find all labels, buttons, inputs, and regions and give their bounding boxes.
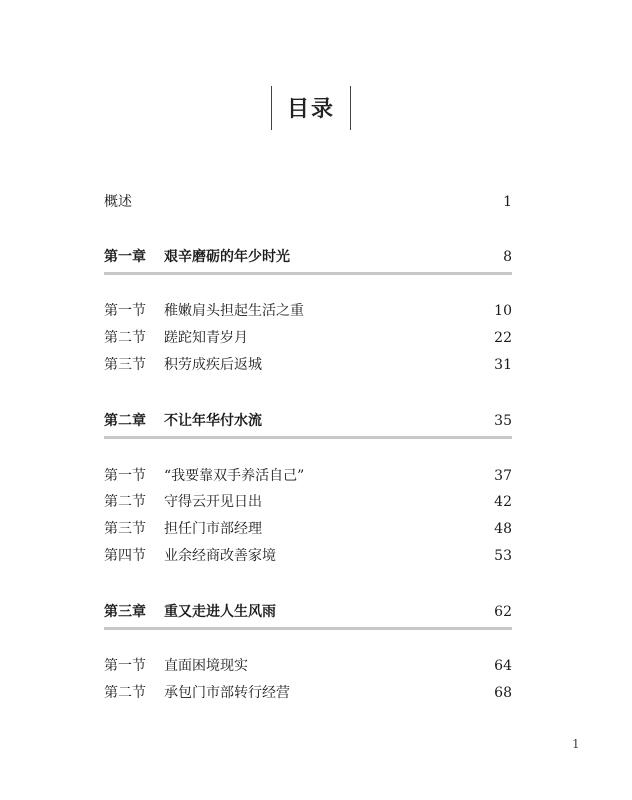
page-number: 1 [572, 737, 580, 751]
section-label: 第四节 [104, 548, 146, 564]
section-name: 守得云开见日出 [164, 494, 262, 510]
section-label: 第三节 [104, 357, 146, 373]
chapter-page: 35 [494, 413, 512, 429]
toc-section[interactable] [104, 682, 512, 704]
chapter-divider [104, 627, 512, 630]
chapter-label: 第三章 [104, 604, 146, 620]
section-label: 第一节 [104, 303, 146, 319]
chapter-name: 艰辛磨砺的年少时光 [164, 249, 290, 265]
section-name: 蹉跎知青岁月 [164, 330, 248, 346]
toc-title-block [271, 86, 351, 130]
chapter-page: 8 [503, 249, 512, 265]
section-label: 第一节 [104, 468, 146, 484]
section-page: 42 [494, 494, 512, 510]
toc-section[interactable] [104, 655, 512, 677]
section-page: 68 [494, 685, 512, 701]
section-label: 第二节 [104, 685, 146, 701]
section-page: 31 [494, 357, 512, 373]
section-page: 37 [494, 468, 512, 484]
section-page: 10 [494, 303, 512, 319]
section-name: “我要靠双手养活自己” [164, 468, 305, 484]
chapter-page: 62 [494, 604, 512, 620]
chapter-divider [104, 272, 512, 275]
toc-section[interactable] [104, 545, 512, 567]
chapter-label: 第一章 [104, 249, 146, 265]
toc-section[interactable] [104, 327, 512, 349]
toc-chapter-3[interactable] [104, 601, 512, 623]
toc-entry-overview[interactable] [104, 191, 512, 213]
section-label: 第二节 [104, 494, 146, 510]
toc-section[interactable] [104, 518, 512, 540]
section-name: 稚嫩肩头担起生活之重 [164, 303, 304, 319]
section-page: 22 [494, 330, 512, 346]
toc-section[interactable] [104, 465, 512, 487]
section-name: 业余经商改善家境 [164, 548, 276, 564]
chapter-label: 第二章 [104, 413, 146, 429]
page-title: 目录 [286, 97, 335, 122]
chapter-name: 不让年华付水流 [164, 413, 262, 429]
toc-section[interactable] [104, 491, 512, 513]
section-label: 第一节 [104, 658, 146, 674]
section-name: 直面困境现实 [164, 658, 248, 674]
section-page: 64 [494, 658, 512, 674]
section-name: 承包门市部转行经营 [164, 685, 290, 701]
title-right-bar [350, 86, 351, 130]
section-name: 担任门市部经理 [164, 521, 262, 537]
toc-chapter-1[interactable] [104, 246, 512, 268]
section-page: 48 [494, 521, 512, 537]
toc-section[interactable] [104, 354, 512, 376]
section-label: 第二节 [104, 330, 146, 346]
toc-chapter-2[interactable] [104, 410, 512, 432]
section-page: 53 [494, 548, 512, 564]
chapter-divider [104, 436, 512, 439]
section-name: 积劳成疾后返城 [164, 357, 262, 373]
toc-section[interactable] [104, 300, 512, 322]
chapter-name: 重又走进人生风雨 [164, 604, 276, 620]
section-label: 第三节 [104, 521, 146, 537]
entry-label: 概述 [104, 194, 132, 210]
entry-page: 1 [503, 194, 512, 210]
